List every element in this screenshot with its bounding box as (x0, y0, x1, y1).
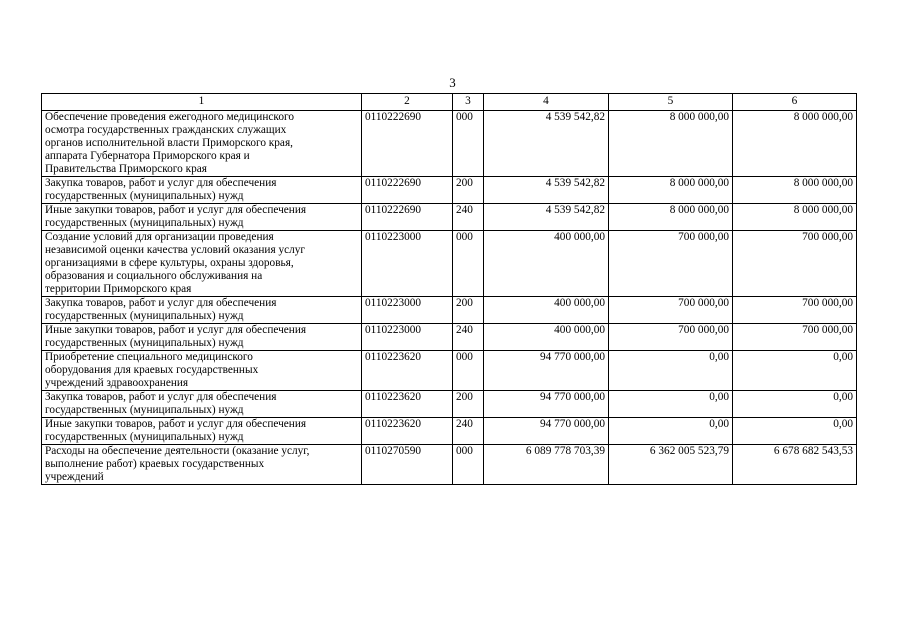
row-description (42, 297, 362, 324)
amount-column-4: 4 539 542,82 (484, 204, 609, 231)
row-description (42, 231, 362, 297)
expense-type-code: 200 (453, 297, 484, 324)
budget-classification-code: 0110223620 (362, 351, 453, 391)
amount-column-4: 400 000,00 (484, 231, 609, 297)
row-description (42, 111, 362, 177)
description-line: государственных (муниципальных) нужд (45, 310, 244, 322)
expense-type-code: 240 (453, 418, 484, 445)
table-row (42, 297, 857, 324)
description-line: осмотра государственных гражданских служащих (45, 124, 287, 136)
table-row (42, 324, 857, 351)
description-line: органов исполнительной власти Приморского края, (45, 137, 293, 149)
table-row (42, 204, 857, 231)
description-line: учреждений здравоохранения (45, 377, 189, 389)
description-line: оборудования для краевых государственных (45, 364, 259, 376)
row-description (42, 177, 362, 204)
amount-column-4: 4 539 542,82 (484, 177, 609, 204)
table-row (42, 177, 857, 204)
description-line: территории Приморского края (45, 283, 192, 295)
budget-classification-code: 0110223620 (362, 391, 453, 418)
amount-column-5: 8 000 000,00 (609, 177, 733, 204)
row-description (42, 324, 362, 351)
budget-classification-code: 0110222690 (362, 111, 453, 177)
budget-classification-code: 0110223000 (362, 231, 453, 297)
description-line: Иные закупки товаров, работ и услуг для обеспечения (45, 418, 307, 430)
description-line: государственных (муниципальных) нужд (45, 431, 244, 443)
amount-column-5: 8 000 000,00 (609, 204, 733, 231)
amount-column-6: 6 678 682 543,53 (733, 445, 857, 485)
description-line: государственных (муниципальных) нужд (45, 404, 244, 416)
amount-column-5: 0,00 (609, 418, 733, 445)
amount-column-4: 94 770 000,00 (484, 391, 609, 418)
amount-column-6: 700 000,00 (733, 324, 857, 351)
expense-type-code: 000 (453, 111, 484, 177)
table-row (42, 445, 857, 485)
column-header-5: 5 (609, 94, 733, 111)
amount-column-5: 700 000,00 (609, 297, 733, 324)
amount-column-6: 0,00 (733, 418, 857, 445)
expense-type-code: 200 (453, 177, 484, 204)
description-line: Обеспечение проведения ежегодного медицинского (45, 111, 294, 123)
table-row (42, 391, 857, 418)
budget-classification-code: 0110222690 (362, 204, 453, 231)
description-line: Иные закупки товаров, работ и услуг для обеспечения (45, 324, 307, 336)
amount-column-4: 94 770 000,00 (484, 418, 609, 445)
table-row (42, 351, 857, 391)
budget-classification-code: 0110223000 (362, 297, 453, 324)
row-description (42, 204, 362, 231)
description-line: Закупка товаров, работ и услуг для обеспечения (45, 297, 277, 309)
table-row (42, 231, 857, 297)
column-header-4: 4 (484, 94, 609, 111)
description-line: Правительства Приморского края (45, 163, 207, 175)
amount-column-6: 0,00 (733, 391, 857, 418)
description-line: государственных (муниципальных) нужд (45, 337, 244, 349)
budget-table (41, 93, 857, 485)
description-line: государственных (муниципальных) нужд (45, 217, 244, 229)
table-row (42, 418, 857, 445)
amount-column-5: 0,00 (609, 351, 733, 391)
row-description (42, 445, 362, 485)
amount-column-6: 8 000 000,00 (733, 204, 857, 231)
column-header-3: 3 (453, 94, 484, 111)
amount-column-5: 700 000,00 (609, 324, 733, 351)
expense-type-code: 200 (453, 391, 484, 418)
description-line: учреждений (45, 471, 104, 483)
amount-column-4: 6 089 778 703,39 (484, 445, 609, 485)
expense-type-code: 240 (453, 204, 484, 231)
row-description (42, 351, 362, 391)
amount-column-4: 94 770 000,00 (484, 351, 609, 391)
expense-type-code: 000 (453, 445, 484, 485)
amount-column-4: 400 000,00 (484, 297, 609, 324)
description-line: выполнение работ) краевых государственных (45, 458, 265, 470)
amount-column-4: 4 539 542,82 (484, 111, 609, 177)
description-line: Закупка товаров, работ и услуг для обеспечения (45, 177, 277, 189)
amount-column-5: 8 000 000,00 (609, 111, 733, 177)
column-header-row (42, 94, 857, 111)
description-line: образования и социального обслуживания на (45, 270, 263, 282)
amount-column-6: 0,00 (733, 351, 857, 391)
description-line: Иные закупки товаров, работ и услуг для обеспечения (45, 204, 307, 216)
column-header-6: 6 (733, 94, 857, 111)
amount-column-5: 6 362 005 523,79 (609, 445, 733, 485)
description-line: Создание условий для организации проведения (45, 231, 274, 243)
budget-classification-code: 0110270590 (362, 445, 453, 485)
amount-column-6: 8 000 000,00 (733, 111, 857, 177)
row-description (42, 418, 362, 445)
page-number: 3 (449, 75, 456, 90)
amount-column-6: 700 000,00 (733, 297, 857, 324)
table-body (42, 111, 857, 485)
amount-column-6: 8 000 000,00 (733, 177, 857, 204)
column-header-2: 2 (362, 94, 453, 111)
row-description (42, 391, 362, 418)
description-line: организациями в сфере культуры, охраны здоровья, (45, 257, 294, 269)
description-line: аппарата Губернатора Приморского края и (45, 150, 250, 162)
expense-type-code: 240 (453, 324, 484, 351)
description-line: Приобретение специального медицинского (45, 351, 253, 363)
column-header-1: 1 (42, 94, 362, 111)
expense-type-code: 000 (453, 351, 484, 391)
description-line: государственных (муниципальных) нужд (45, 190, 244, 202)
description-line: Закупка товаров, работ и услуг для обеспечения (45, 391, 277, 403)
expense-type-code: 000 (453, 231, 484, 297)
description-line: независимой оценки качества условий оказания услуг (45, 244, 306, 256)
amount-column-6: 700 000,00 (733, 231, 857, 297)
amount-column-5: 700 000,00 (609, 231, 733, 297)
budget-classification-code: 0110222690 (362, 177, 453, 204)
budget-classification-code: 0110223000 (362, 324, 453, 351)
description-line: Расходы на обеспечение деятельности (оказание услуг, (45, 445, 310, 457)
table-row (42, 111, 857, 177)
amount-column-4: 400 000,00 (484, 324, 609, 351)
budget-classification-code: 0110223620 (362, 418, 453, 445)
amount-column-5: 0,00 (609, 391, 733, 418)
